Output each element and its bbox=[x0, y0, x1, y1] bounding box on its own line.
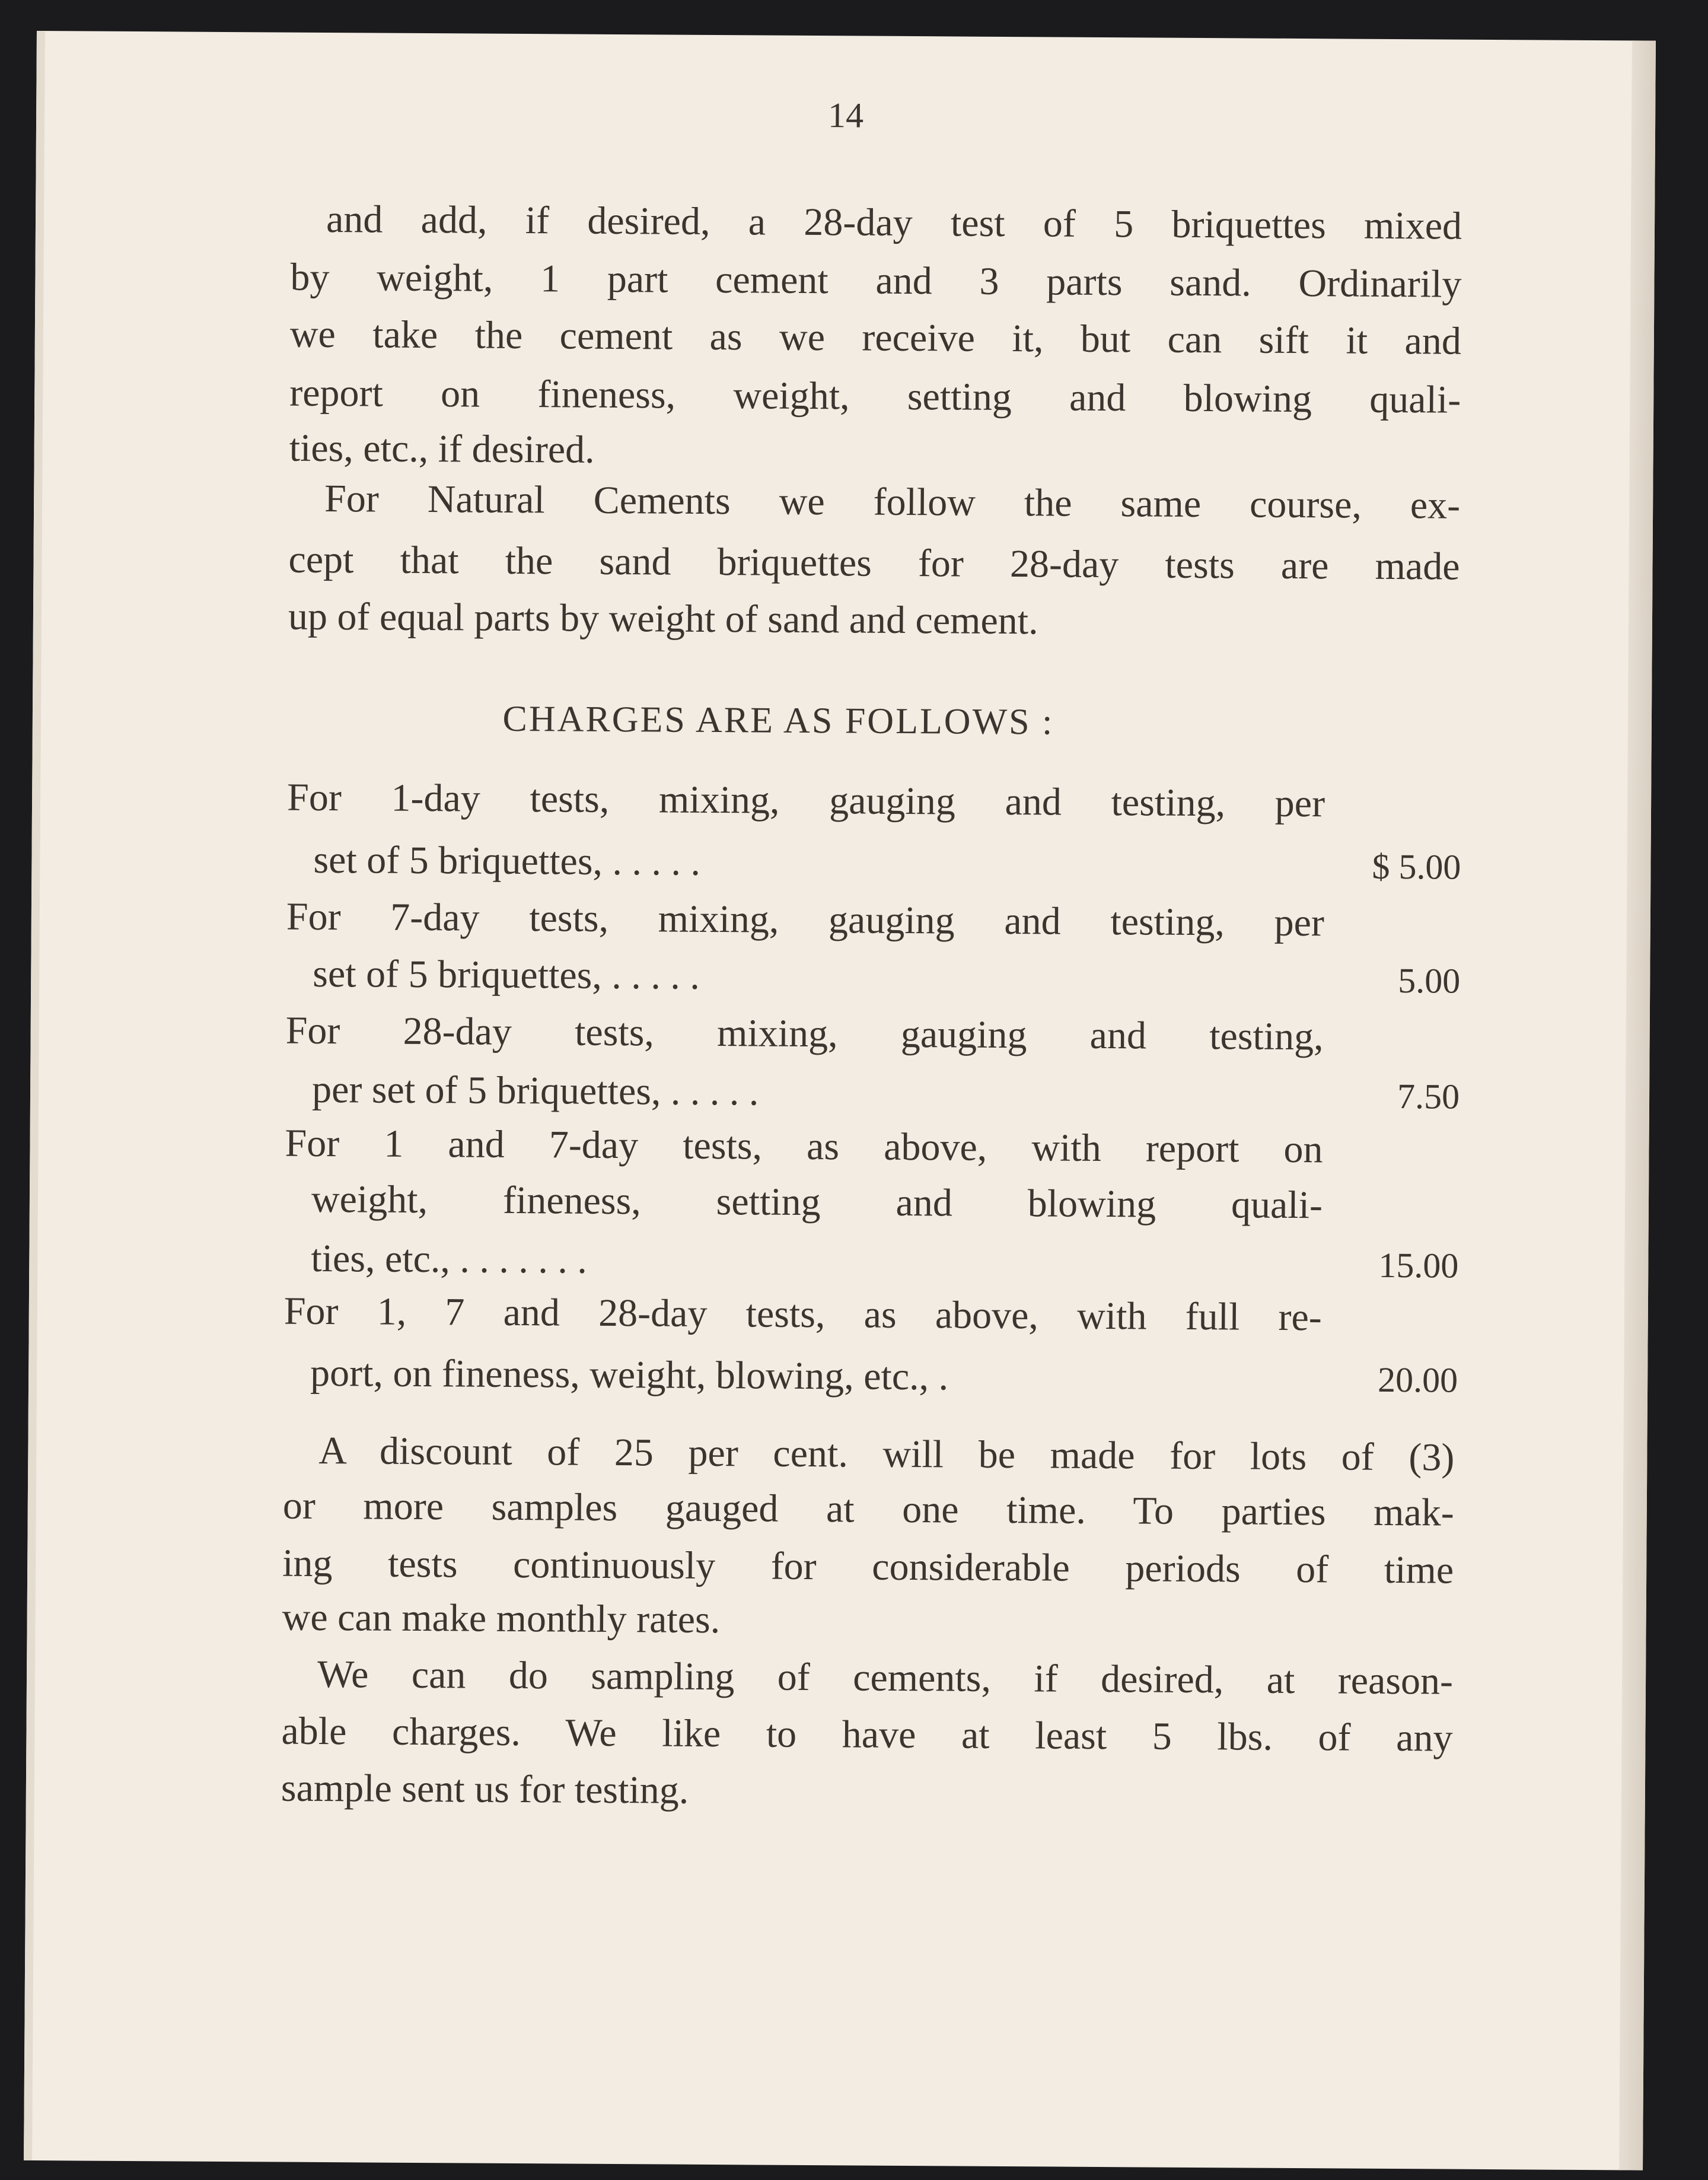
text-line: and add, if desired, a 28-day test of 5 briquettes mixed bbox=[326, 197, 1462, 248]
charge-line: For 1 and 7-day tests, as above, with report on bbox=[285, 1121, 1323, 1172]
document-page bbox=[24, 31, 1656, 2171]
text-line: report on fineness, weight, setting and blowing quali- bbox=[289, 371, 1461, 422]
text-line: we take the cement as we receive it, but can sift it and bbox=[289, 312, 1462, 363]
charge-line: weight, fineness, setting and blowing quali- bbox=[311, 1177, 1323, 1227]
text-line: cept that the sand briquettes for 28-day tests are made bbox=[288, 537, 1460, 588]
page-right-edge bbox=[1619, 40, 1656, 2170]
charge-line: set of 5 briquettes, . . . . . bbox=[313, 951, 700, 998]
charge-price: 20.00 bbox=[1377, 1360, 1458, 1400]
charge-line: For 7-day tests, mixing, gauging and testing, per bbox=[286, 895, 1325, 945]
text-line: able charges. We like to have at least 5 lbs. of any bbox=[281, 1709, 1453, 1760]
text-line: or more samples gauged at one time. To parties mak- bbox=[282, 1484, 1455, 1535]
page-left-edge bbox=[24, 31, 45, 2160]
charge-line: For 1-day tests, mixing, gauging and testing, per bbox=[286, 775, 1325, 826]
charge-line: set of 5 briquettes, . . . . . bbox=[313, 838, 701, 884]
charges-heading-text: CHARGES ARE AS FOLLOWS : bbox=[502, 698, 1054, 743]
text-line: sample sent us for testing. bbox=[281, 1766, 689, 1812]
charge-line: ties, etc., . . . . . . . bbox=[311, 1236, 588, 1282]
charge-price: $ 5.00 bbox=[1372, 846, 1461, 887]
text-line: up of equal parts by weight of sand and cement. bbox=[288, 594, 1038, 643]
charge-line: For 28-day tests, mixing, gauging and testing, bbox=[285, 1008, 1324, 1059]
text-line: we can make monthly rates. bbox=[282, 1595, 721, 1642]
charge-line: For 1, 7 and 28-day tests, as above, with full re- bbox=[283, 1289, 1323, 1339]
charge-price: 15.00 bbox=[1378, 1245, 1459, 1285]
text-line: A discount of 25 per cent. will be made for lots of (3) bbox=[318, 1428, 1455, 1479]
text-line: For Natural Cements we follow the same course, ex- bbox=[324, 476, 1461, 527]
page-number: 14 bbox=[827, 96, 864, 135]
charge-price: 5.00 bbox=[1398, 961, 1461, 1001]
charges-heading bbox=[33, 695, 1652, 747]
text-line: We can do sampling of cements, if desired, at reason- bbox=[317, 1652, 1454, 1703]
text-line: by weight, 1 part cement and 3 parts sand. Ordinarily bbox=[290, 255, 1462, 306]
charge-line: per set of 5 briquettes, . . . . . bbox=[311, 1067, 759, 1114]
charge-price: 7.50 bbox=[1397, 1077, 1460, 1116]
text-line: ties, etc., if desired. bbox=[289, 426, 595, 472]
charge-line: port, on fineness, weight, blowing, etc., . bbox=[310, 1351, 949, 1399]
text-line: ing tests continuously for considerable periods of time bbox=[282, 1541, 1454, 1592]
